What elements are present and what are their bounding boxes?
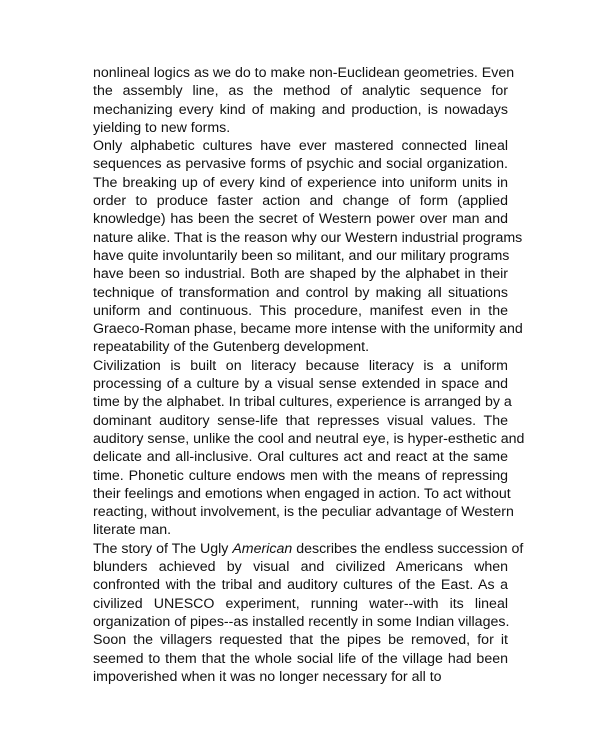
text-line: Only alphabetic cultures have ever mastered connected lineal bbox=[93, 138, 508, 155]
text-line: reacting, without involvement, is the peculiar advantage of Western bbox=[93, 504, 514, 521]
text-line: nature alike. That is the reason why our Western industrial programs bbox=[93, 229, 523, 246]
text-line: auditory sense, unlike the cool and neutral eye, is hyper-esthetic and bbox=[93, 430, 525, 447]
text-line: The breaking up of every kind of experience into uniform units in bbox=[93, 174, 508, 191]
text-line bbox=[93, 540, 524, 558]
text-line: literate man. bbox=[93, 522, 172, 539]
text-line: time. Phonetic culture endows men with the means of repressing bbox=[93, 467, 508, 484]
text-line: order to produce faster action and change of form (applied bbox=[93, 193, 508, 210]
text-line: yielding to new forms. bbox=[93, 119, 231, 136]
paragraph-4 bbox=[93, 540, 524, 686]
text-line: organization of pipes--as installed recently in some Indian villages. bbox=[93, 613, 510, 630]
text-fragment: describes the endless succession of bbox=[292, 540, 524, 557]
text-line: processing of a culture by a visual sense extended in space and bbox=[93, 376, 508, 393]
paragraph-1 bbox=[93, 64, 515, 137]
text-line: the assembly line, as the method of analytic sequence for bbox=[93, 83, 508, 100]
text-line: sequences as pervasive forms of psychic and social organization. bbox=[93, 156, 508, 173]
paragraph-2 bbox=[93, 137, 523, 357]
text-line: have quite involuntarily been so militant, and our military programs bbox=[93, 247, 510, 264]
text-line: their feelings and emotions when engaged in action. To act without bbox=[93, 485, 511, 502]
text-line: time by the alphabet. In tribal cultures, experience is arranged by a bbox=[93, 394, 512, 411]
text-line: have been so industrial. Both are shaped by the alphabet in their bbox=[93, 266, 508, 283]
text-line: uniform and continuous. This procedure, manifest even in the bbox=[93, 302, 508, 319]
text-line: Graeco-Roman phase, became more intense with the uniformity and bbox=[93, 321, 523, 338]
text-line: Civilization is built on literacy because literacy is a uniform bbox=[93, 357, 508, 374]
document-page bbox=[93, 64, 525, 686]
text-line: knowledge) has been the secret of Western power over man and bbox=[93, 211, 508, 228]
text-line: impoverished when it was no longer necessary for all to bbox=[93, 668, 442, 685]
text-line: dominant auditory sense-life that represses visual values. The bbox=[93, 412, 508, 429]
italic-title: American bbox=[232, 540, 293, 557]
text-line: Soon the villagers requested that the pipes be removed, for it bbox=[93, 632, 508, 649]
text-line: delicate and all-inclusive. Oral cultures act and react at the same bbox=[93, 449, 508, 466]
text-line: blunders achieved by visual and civilized Americans when bbox=[93, 559, 508, 576]
text-line: technique of transformation and control by making all situations bbox=[93, 284, 508, 301]
paragraph-3 bbox=[93, 357, 525, 540]
text-line: seemed to them that the whole social life of the village had been bbox=[93, 650, 508, 667]
text-line: nonlineal logics as we do to make non-Euclidean geometries. Even bbox=[93, 65, 515, 81]
text-line: repeatability of the Gutenberg development. bbox=[93, 339, 370, 356]
text-line: mechanizing every kind of making and production, is nowadays bbox=[93, 101, 508, 118]
text-line: confronted with the tribal and auditory cultures of the East. As a bbox=[93, 577, 508, 594]
text-fragment: The story of The Ugly bbox=[93, 540, 233, 557]
text-line: civilized UNESCO experiment, running water--with its lineal bbox=[93, 595, 508, 612]
